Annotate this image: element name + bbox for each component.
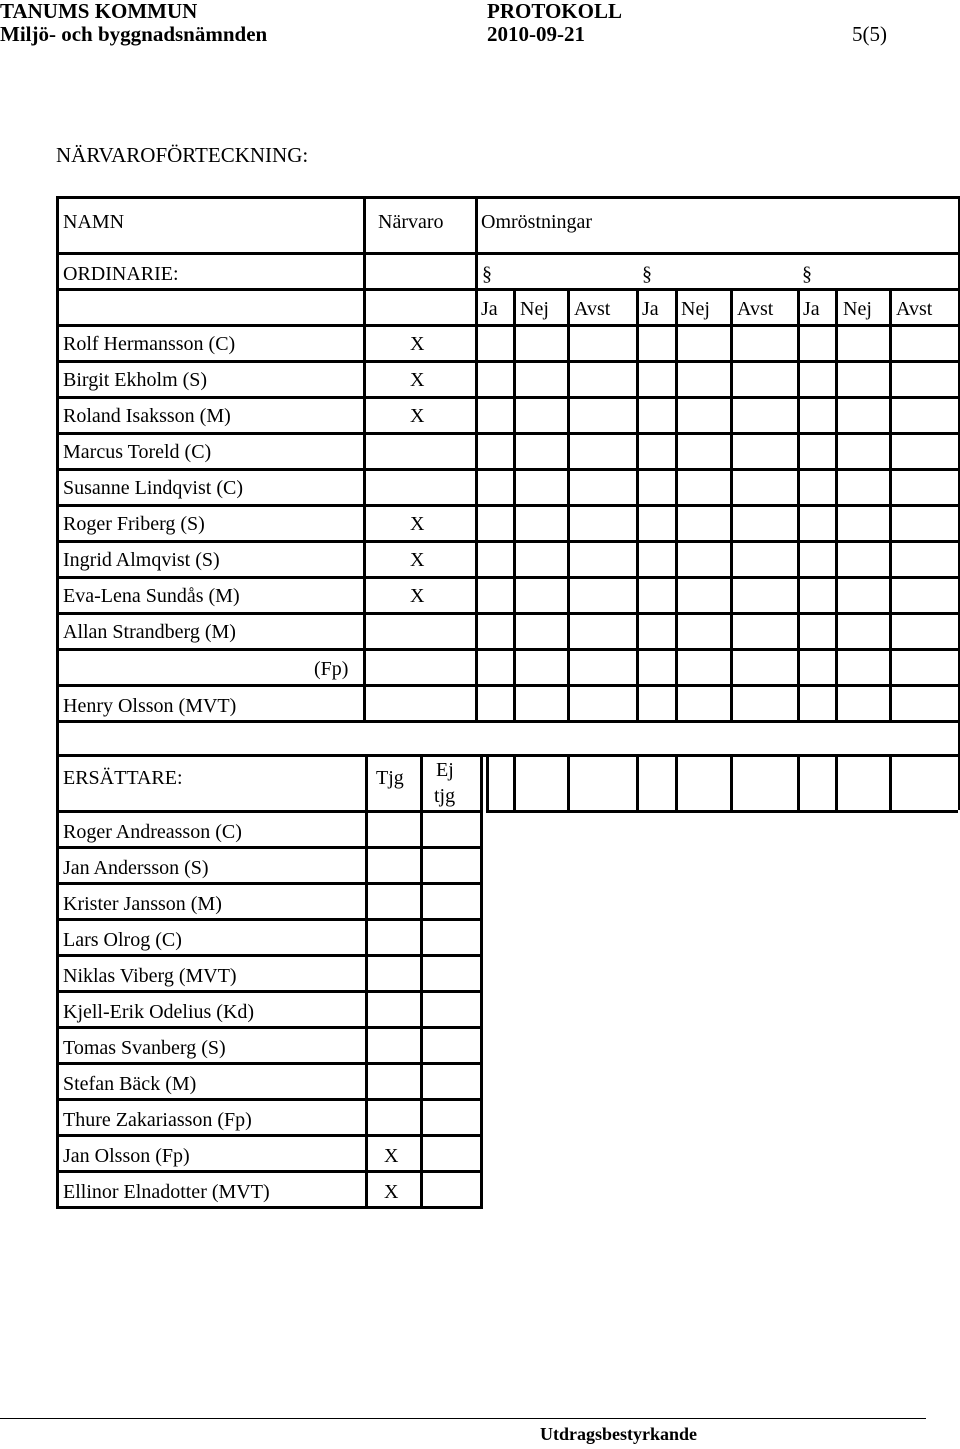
- table-line: [56, 918, 483, 921]
- table-left-border: [56, 754, 59, 1209]
- substitute-name: Roger Andreasson (C): [63, 821, 242, 843]
- table-line: [56, 1098, 483, 1101]
- tjg-mark: X: [384, 1181, 399, 1203]
- table-line: [56, 846, 483, 849]
- vote-row-line: [486, 810, 958, 813]
- vote-label-2: Avst: [574, 298, 611, 320]
- member-name: Rolf Hermansson (C): [63, 333, 236, 355]
- member-name: Roger Friberg (S): [63, 513, 205, 535]
- tjg-column-divider: [420, 754, 423, 1209]
- table-line: [56, 360, 958, 363]
- vote-column-divider: [797, 288, 800, 723]
- member-name: Birgit Ekholm (S): [63, 369, 208, 391]
- signature-line: [0, 1418, 926, 1419]
- substitute-name: Jan Olsson (Fp): [63, 1145, 190, 1167]
- member-name: Henry Olsson (MVT): [63, 695, 237, 717]
- vote-label-5: Avst: [737, 298, 774, 320]
- presence-column-divider: [475, 252, 478, 723]
- section-label-ersattare: ERSÄTTARE:: [63, 767, 183, 789]
- vote-label-3: Ja: [642, 298, 659, 320]
- table-line: [56, 612, 958, 615]
- table-line: [56, 882, 483, 885]
- member-name: Allan Strandberg (M): [63, 621, 236, 643]
- party-label-fp: (Fp): [314, 658, 349, 680]
- table-line: [56, 432, 958, 435]
- paragraph-mark: §: [482, 263, 492, 285]
- substitute-name: Jan Andersson (S): [63, 857, 209, 879]
- table-line: [56, 288, 958, 291]
- substitute-name: Kjell-Erik Odelius (Kd): [63, 1001, 255, 1023]
- ej-tjg-column-divider: [480, 754, 483, 1209]
- section-label-ordinarie: ORDINARIE:: [63, 263, 179, 285]
- member-name: Eva-Lena Sundås (M): [63, 585, 240, 607]
- column-header-votes: Omröstningar: [481, 211, 593, 233]
- presence-mark: X: [410, 405, 425, 427]
- paragraph-mark: §: [802, 263, 812, 285]
- table-line: [56, 540, 958, 543]
- table-line: [56, 1206, 483, 1209]
- substitute-name: Lars Olrog (C): [63, 929, 182, 951]
- presence-mark: X: [410, 333, 425, 355]
- committee-name: Miljö- och byggnadsnämnden: [0, 22, 268, 46]
- table-line: [56, 252, 958, 255]
- table-line: [56, 720, 958, 723]
- member-name: Marcus Toreld (C): [63, 441, 212, 463]
- substitute-name: Ellinor Elnadotter (MVT): [63, 1181, 270, 1203]
- vote-column-divider: [636, 754, 639, 810]
- vote-column-divider: [567, 288, 570, 723]
- table-line: [56, 324, 958, 327]
- table-line: [56, 1026, 483, 1029]
- substitute-name: Tomas Svanberg (S): [63, 1037, 226, 1059]
- table-line: [56, 954, 483, 957]
- vote-column-divider: [513, 288, 516, 723]
- table-line: [56, 504, 958, 507]
- table-line: [56, 468, 958, 471]
- table-line: [56, 1062, 483, 1065]
- column-header-tjg: Tjg: [376, 767, 404, 789]
- substitute-name: Niklas Viberg (MVT): [63, 965, 237, 987]
- column-header-ej-tjg: Ej: [436, 759, 454, 781]
- doc-type: PROTOKOLL: [487, 0, 622, 23]
- vote-column-divider: [636, 288, 639, 723]
- name-column-divider: [363, 196, 366, 723]
- vote-column-divider: [513, 754, 516, 810]
- vote-column-divider: [835, 288, 838, 723]
- table-line: [56, 576, 958, 579]
- column-header-presence: Närvaro: [378, 211, 444, 233]
- vote-column-divider: [675, 288, 678, 723]
- presence-mark: X: [410, 549, 425, 571]
- member-name: Susanne Lindqvist (C): [63, 477, 243, 499]
- name-column-divider: [365, 754, 368, 1209]
- vote-column-divider: [730, 288, 733, 723]
- vote-column-divider: [889, 288, 892, 723]
- footer-label: Utdragsbestyrkande: [540, 1424, 698, 1444]
- vote-label-4: Nej: [681, 298, 710, 320]
- presence-mark: X: [410, 585, 425, 607]
- substitute-name: Thure Zakariasson (Fp): [63, 1109, 252, 1131]
- presence-mark: X: [410, 513, 425, 535]
- table-line: [56, 684, 958, 687]
- vote-column-divider: [835, 754, 838, 810]
- vote-label-6: Ja: [803, 298, 820, 320]
- table-line: [56, 1134, 483, 1137]
- table-left-border: [56, 720, 59, 756]
- vote-label-8: Avst: [896, 298, 933, 320]
- table-line: [56, 196, 958, 199]
- vote-column-divider: [486, 754, 489, 810]
- vote-column-divider: [797, 754, 800, 810]
- tjg-mark: X: [384, 1145, 399, 1167]
- vote-label-0: Ja: [481, 298, 498, 320]
- table-line: [56, 754, 958, 757]
- vote-label-7: Nej: [843, 298, 872, 320]
- table-line: [56, 1170, 483, 1173]
- paragraph-mark: §: [642, 263, 652, 285]
- meeting-date: 2010-09-21: [487, 22, 585, 46]
- member-name: Ingrid Almqvist (S): [63, 549, 220, 571]
- substitute-name: Krister Jansson (M): [63, 893, 222, 915]
- table-line: [56, 648, 958, 651]
- org-name: TANUMS KOMMUN: [0, 0, 198, 23]
- page-number: 5(5): [852, 22, 887, 46]
- vote-column-divider: [567, 754, 570, 810]
- column-header-name: NAMN: [63, 211, 125, 233]
- table-line: [56, 810, 483, 813]
- vote-column-divider: [730, 754, 733, 810]
- member-name: Roland Isaksson (M): [63, 405, 231, 427]
- substitute-name: Stefan Bäck (M): [63, 1073, 197, 1095]
- vote-column-divider: [675, 754, 678, 810]
- presence-column-divider: [475, 196, 478, 252]
- vote-label-1: Nej: [520, 298, 549, 320]
- table-line: [56, 396, 958, 399]
- page-title: NÄRVAROFÖRTECKNING:: [56, 143, 309, 167]
- table-line: [56, 990, 483, 993]
- presence-mark: X: [410, 369, 425, 391]
- column-header-ej-tjg: tjg: [434, 785, 456, 807]
- table-left-border: [56, 196, 59, 723]
- vote-column-divider: [889, 754, 892, 810]
